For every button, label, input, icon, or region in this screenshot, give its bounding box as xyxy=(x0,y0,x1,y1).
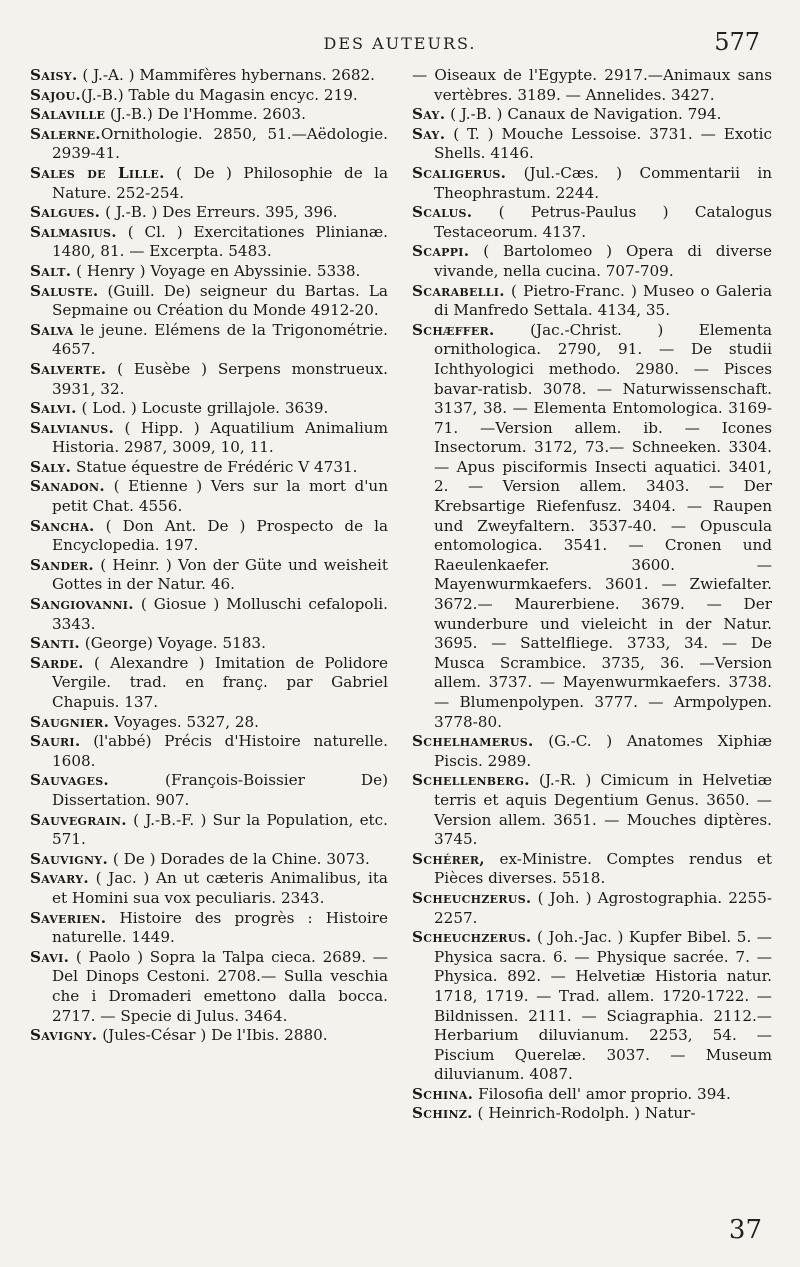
index-entry xyxy=(30,732,388,771)
entry-text: Voyages. 5327, 28. xyxy=(109,712,260,731)
entry-headword: Scarabelli. xyxy=(412,281,505,300)
entry-text: ( Heinr. ) Von der Güte und weisheit Gottes in der Natur. 46. xyxy=(52,555,388,594)
index-entry xyxy=(30,125,388,164)
entry-headword: Schinz. xyxy=(412,1104,473,1123)
entry-text: (George) Voyage. 5183. xyxy=(79,634,266,653)
entry-text: ( Lod. ) Locuste grillajole. 3639. xyxy=(76,399,329,418)
entry-text: (G.-C. ) Anatomes Xiphiæ Piscis. 2989. xyxy=(434,732,772,770)
index-entry xyxy=(30,282,388,321)
index-entry xyxy=(30,419,388,458)
entry-headword: Scalus. xyxy=(412,203,473,222)
entry-text: ( J.-B. ) Des Erreurs. 395, 396. xyxy=(100,203,338,222)
entry-headword: Salaville xyxy=(30,105,106,124)
index-entry xyxy=(412,164,772,203)
entry-headword: Salvianus. xyxy=(30,418,115,437)
page-number: 577 xyxy=(714,28,760,56)
entry-text: (J.-B.) De l'Homme. 2603. xyxy=(105,105,306,124)
entry-text: (Guill. De) seigneur du Bartas. La Sepmaine ou Création du Monde 4912-20. xyxy=(52,281,388,320)
index-entry xyxy=(412,66,772,105)
left-column xyxy=(30,66,388,1046)
entry-headword: Schæffer. xyxy=(412,320,495,339)
entry-text: ( Petrus-Paulus ) Catalogus Testaceorum. 4137. xyxy=(434,203,772,241)
entry-headword: Saugnier. xyxy=(30,712,110,731)
entry-text: Histoire des progrès : Histoire naturelle. 1449. xyxy=(52,908,388,947)
entry-text: ( T. ) Mouche Lessoise. 3731. — Exotic Shells. 4146. xyxy=(434,124,772,163)
index-entry xyxy=(412,771,772,849)
entry-headword: Sales de Lille. xyxy=(30,163,165,182)
entry-headword: Savary. xyxy=(30,869,89,888)
entry-text: (Jac.-Christ. ) Elementa ornithologica. 2790, 91. — De studii Ichthyologici methodo. 2980. — Pisces bavar-ratisb. 3078. — Naturwissenschaft. 3137, 38. — Elementa Entomologica. 3169-71. —Version allem. ib. — Icones Insectorum. 3172, 73.— Schneeken. 3304. — Apus pisciformis Insecti aquatici. 3401, 2. — Version allem. 3403. — Der Krebsartige Riefenfusz. 3404. — Raupen und Zweyfaltern. 3537-40. — Opuscula entomologica. 3541. — Cronen und Raeulenkaefer. 3600. — Mayenwurmkaefers. 3601. — Zwiefalter. 3672.— Maurerbiene. 3679. — Der wunderbure und vieleicht in der Natur. 3695. — Sattelfliege. 3733, 34. — De Musca Scrambice. 3735, 36. —Version allem. 3737. — Mayenwurmkaefers. 3738.— Blumenpolypen. 3777. — Armpolypen. 3778-80. xyxy=(434,320,772,731)
index-entry xyxy=(30,203,388,223)
entry-headword: Saluste. xyxy=(30,281,99,300)
entry-headword: Schelhamerus. xyxy=(412,732,534,751)
entry-headword: Salva xyxy=(30,320,74,339)
entry-headword: Salverte. xyxy=(30,359,107,378)
entry-text: Filosofia dell' amor proprio. 394. xyxy=(473,1084,731,1103)
index-entry xyxy=(412,321,772,732)
entry-headword: Saly. xyxy=(30,457,72,476)
index-entry xyxy=(30,262,388,282)
entry-headword: Santi. xyxy=(30,634,80,653)
entry-headword: Saverien. xyxy=(30,908,107,927)
right-column xyxy=(412,66,772,1124)
index-entry xyxy=(30,556,388,595)
entry-headword: Salvi. xyxy=(30,399,77,418)
entry-text: Ornithologie. 2850, 51.—Aëdologie. 2939-41. xyxy=(52,124,388,163)
index-entry xyxy=(30,223,388,262)
index-entry xyxy=(30,771,388,810)
entry-headword: Scheuchzerus. xyxy=(412,888,532,907)
entry-text: (François-Boissier De) Dissertation. 907. xyxy=(52,771,388,809)
entry-text: (l'abbé) Précis d'Histoire naturelle. 1608. xyxy=(52,732,388,770)
entry-headword: Sander. xyxy=(30,555,95,574)
entry-text: Statue équestre de Frédéric V 4731. xyxy=(71,457,358,476)
entry-headword: Sangiovanni. xyxy=(30,595,134,614)
entry-headword: Saisy. xyxy=(30,66,78,84)
index-entry xyxy=(30,360,388,399)
entry-headword: Sauri. xyxy=(30,732,81,751)
index-entry xyxy=(30,86,388,106)
running-header: DES AUTEURS. xyxy=(323,34,477,53)
entry-text: ( Cl. ) Exercitationes Plinianæ. 1480, 81. — Excerpta. 5483. xyxy=(52,222,388,261)
index-entry xyxy=(30,948,388,1026)
index-entry xyxy=(30,477,388,516)
entry-text: ( J.-B. ) Canaux de Navigation. 794. xyxy=(445,105,722,124)
index-entry xyxy=(30,399,388,419)
entry-text: ( Henry ) Voyage en Abyssinie. 5338. xyxy=(71,261,361,280)
entry-text: (Jules-César ) De l'Ibis. 2880. xyxy=(97,1026,328,1045)
index-entry xyxy=(30,811,388,850)
index-entry xyxy=(30,909,388,948)
index-entry xyxy=(412,889,772,928)
entry-text: ( Bartolomeo ) Opera di diverse vivande, nella cucina. 707-709. xyxy=(434,242,772,280)
entry-headword: Salgues. xyxy=(30,203,101,222)
entry-text: ( Paolo ) Sopra la Talpa cieca. 2689. — Del Dinops Cestoni. 2708.— Sulla veschia che i Dromaderi emettono dalla bocca. 2717. — Specie di Julus. 3464. xyxy=(52,947,388,1025)
entry-headword: Schellenberg. xyxy=(412,771,530,790)
entry-headword: Sancha. xyxy=(30,516,95,535)
entry-text: ( De ) Philosophie de la Nature. 252-254. xyxy=(52,163,389,202)
entry-headword: Sauvages. xyxy=(30,771,110,790)
entry-text: ( Hipp. ) Aquatilium Animalium Historia. 2987, 3009, 10, 11. xyxy=(52,418,388,457)
entry-headword: Schina. xyxy=(412,1084,474,1103)
entry-text: ( Alexandre ) Imitation de Polidore Vergile. trad. en franç. par Gabriel Chapuis. 137. xyxy=(52,653,388,711)
index-entry xyxy=(30,66,388,86)
entry-headword: Salmasius. xyxy=(30,222,117,241)
index-entry xyxy=(30,713,388,733)
index-entry xyxy=(30,105,388,125)
entry-text: ( J.-B.-F. ) Sur la Population, etc. 571. xyxy=(52,810,388,849)
entry-text: ( Don Ant. De ) Prospecto de la Encyclopedia. 197. xyxy=(52,516,388,555)
index-entry xyxy=(412,850,772,889)
entry-headword: Sarde. xyxy=(30,653,84,672)
entry-headword: Sanadon. xyxy=(30,477,105,496)
index-entry xyxy=(30,654,388,713)
entry-headword: Sauvegrain. xyxy=(30,810,127,829)
index-entry xyxy=(30,1026,388,1046)
index-entry xyxy=(412,928,772,1085)
entry-headword: Sauvigny. xyxy=(30,849,109,868)
entry-headword: Savi. xyxy=(30,947,70,966)
entry-headword: Scappi. xyxy=(412,242,470,261)
entry-headword: Salerne. xyxy=(30,124,101,143)
entry-headword: Savigny. xyxy=(30,1026,98,1045)
entry-headword: Schérer, xyxy=(412,849,485,868)
index-entry xyxy=(30,517,388,556)
entry-text: ( Joh. ) Agrostographia. 2255-2257. xyxy=(434,888,772,927)
signature-mark: 37 xyxy=(728,1215,762,1245)
entry-headword: Sajou. xyxy=(30,85,81,104)
entry-text: ( Etienne ) Vers sur la mort d'un petit Chat. 4556. xyxy=(52,477,388,516)
entry-text: ( J.-A. ) Mammifères hybernans. 2682. xyxy=(77,66,375,84)
index-entry xyxy=(30,850,388,870)
index-entry xyxy=(30,595,388,634)
entry-headword: Salt. xyxy=(30,261,72,280)
entry-text: ex-Ministre. Comptes rendus et Pièces diverses. 5518. xyxy=(434,849,772,888)
entry-text: ( De ) Dorades de la Chine. 3073. xyxy=(108,849,370,868)
entry-text: (J.-R. ) Cimicum in Helvetiæ terris et aquis Degentium Genus. 3650. — Version allem. 3651. — Mouches diptères. 3745. xyxy=(434,771,772,849)
entry-text: ( Pietro-Franc. ) Museo o Galeria di Manfredo Settala. 4134, 35. xyxy=(434,281,772,320)
entry-headword: Scheuchzerus. xyxy=(412,928,532,947)
index-entry xyxy=(412,1104,772,1124)
entry-text: ( Giosue ) Molluschi cefalopoli. 3343. xyxy=(52,595,388,633)
index-entry xyxy=(412,1085,772,1105)
index-entry xyxy=(30,164,388,203)
entry-headword: Say. xyxy=(412,124,446,143)
index-entry xyxy=(412,282,772,321)
entry-text: — Oiseaux de l'Egypte. 2917.—Animaux sans vertèbres. 3189. — Annelides. 3427. xyxy=(412,66,772,104)
index-entry xyxy=(412,125,772,164)
entry-headword: Scaligerus. xyxy=(412,163,507,182)
entry-text: ( Eusèbe ) Serpens monstrueux. 3931, 32. xyxy=(52,359,388,398)
entry-text: ( Heinrich-Rodolph. ) Natur- xyxy=(472,1104,696,1123)
index-entry xyxy=(412,203,772,242)
entry-text: ( Jac. ) An ut cæteris Animalibus, ita et Homini sua vox peculiaris. 2343. xyxy=(52,869,388,907)
entry-text: (Jul.-Cæs. ) Commentarii in Theophrastum. 2244. xyxy=(434,163,772,202)
entry-headword: Say. xyxy=(412,105,446,124)
index-entry xyxy=(412,105,772,125)
entry-text: (J.-B.) Table du Magasin encyc. 219. xyxy=(80,85,358,104)
entry-text: ( Joh.-Jac. ) Kupfer Bibel. 5. — Physica sacra. 6. — Physique sacrée. 7. — Physica. 892. — Helvetiæ Historia natur. 1718, 1719. — Trad. allem. 1720-1722. — Bildnissen. 2111. — Sciagraphia. 2112.— Herbarium diluvianum. 2253, 54. — Piscium Querelæ. 3037. — Museum diluvianum. 4087. xyxy=(434,928,772,1084)
index-entry xyxy=(30,321,388,360)
index-entry xyxy=(30,458,388,478)
entry-text: le jeune. Elémens de la Trigonométrie. 4657. xyxy=(52,320,388,359)
index-entry xyxy=(412,242,772,281)
index-entry xyxy=(412,732,772,771)
index-entry xyxy=(30,634,388,654)
index-entry xyxy=(30,869,388,908)
